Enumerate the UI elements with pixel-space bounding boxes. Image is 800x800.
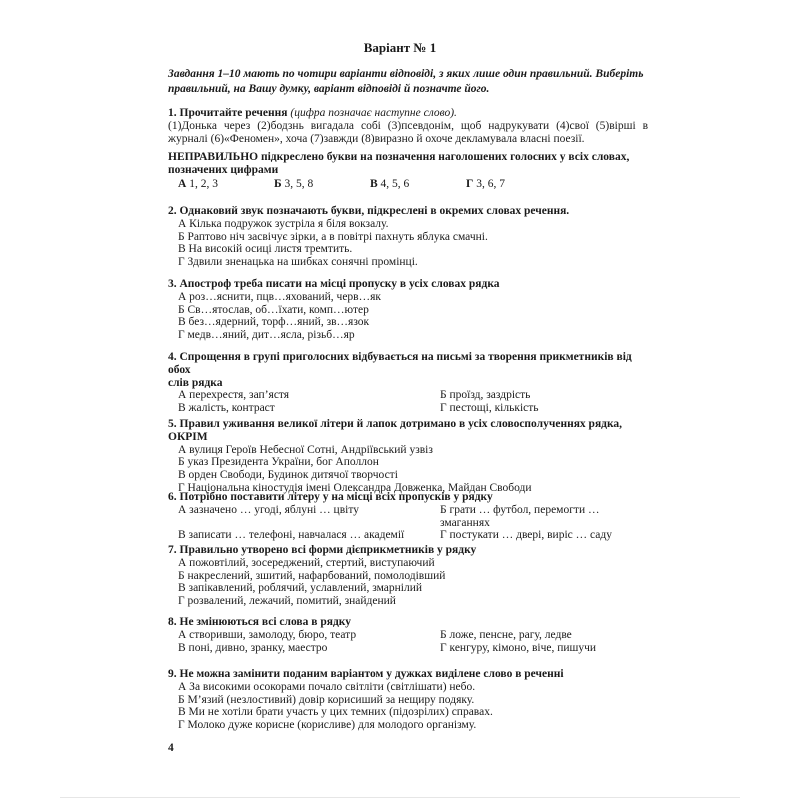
question-6-text: 6. Потрібно поставити літеру у на місці всіх пропусків у рядку [168, 491, 493, 503]
question-1 [168, 107, 648, 191]
question-8 [168, 616, 648, 654]
question-8-option-d: Г кенгуру, кімоно, віче, пишучи [440, 641, 597, 654]
question-4 [168, 351, 648, 415]
question-5-option-a: А вулиця Героїв Небесної Сотні, Андріївський узвіз [178, 443, 433, 456]
question-4-text-continued: слів рядка [168, 376, 223, 389]
question-4-option-d: Г пестощі, кількість [440, 402, 539, 415]
question-9-option-b: Б М’язий (незлостивий) довір корисиший за нещиру подяку. [178, 693, 475, 706]
instructions: Завдання 1–10 мають по чотири варіанти відповіді, з яких лише один правильний. Виберіть правильний, на Вашу думку, варіант відповіді й позначте його. [168, 68, 644, 95]
question-7 [168, 544, 648, 608]
question-3-text: 3. Апостроф треба писати на місці пропуску в усіх словах рядка [168, 278, 500, 290]
question-2-option-a: А Кілька подружок зустріла я біля вокзалу. [178, 217, 389, 230]
question-9-option-c: В Ми не хотіли брати участь у цих темних (підозрілих) справах. [178, 706, 493, 719]
page-edge-divider [60, 797, 740, 798]
question-7-text: 7. Правильно утворено всі форми дієприкметників у рядку [168, 544, 477, 556]
question-9-text: 9. Не можна замінити поданим варіантом у дужках виділене слово в реченні [168, 668, 564, 680]
question-9-option-a: А За високими осокорами почало світліти (світлішати) небо. [178, 680, 476, 693]
question-8-option-a: А створивши, замолоду, бюро, театр [178, 628, 357, 641]
question-2-option-d: Г Здвили зненацька на шибках сонячні промінці. [178, 256, 418, 269]
question-8-options-row-1 [168, 629, 648, 642]
question-6 [168, 491, 648, 542]
question-8-options-row-2 [168, 642, 648, 655]
question-3-option-b: Б Св…ятослав, об…їхати, комп…ютер [178, 303, 369, 316]
question-3-option-d: Г медв…яний, дит…ясла, різьб…яр [178, 329, 355, 342]
question-1-prompt: НЕПРАВИЛЬНО підкреслено букви на позначення наголошених голосних у всіх словах, позначених цифрами [168, 151, 630, 177]
question-3-option-c: В без…ядерний, торф…яний, зв…язок [178, 316, 370, 329]
question-9-option-d: Г Молоко дуже корисне (корисливе) для молодого організму. [178, 719, 477, 732]
question-1-option-b: Б 3, 5, 8 [274, 177, 314, 190]
question-1-note: (цифра позначає наступне слово). [290, 107, 457, 119]
question-7-option-a: А пожовтілий, зосереджений, стертий, виступаючий [178, 556, 435, 569]
question-3 [168, 278, 648, 342]
question-4-option-b: Б проїзд, заздрість [440, 389, 531, 402]
question-1-sentence: (1)Донька через (2)бодзнь вигадала собі (3)псевдонім, щоб надрукувати (4)свої (5)вірші в журналі (6)«Феномен», хоча (7)завжди (8)виразно й охоче декламувала власні поезії. [168, 119, 648, 145]
question-7-option-b: Б накреслений, зшитий, нафарбований, помолодівший [178, 569, 446, 582]
question-9 [168, 668, 648, 732]
question-1-option-c: В 4, 5, 6 [370, 177, 410, 190]
question-1-options [168, 178, 648, 191]
page-title: Варіант № 1 [363, 40, 437, 55]
question-2-option-b: Б Раптово ніч засвічує зірки, а в повітрі пахнуть яблука смачні. [178, 230, 488, 243]
question-6-option-d: Г постукати … двері, виріс … саду [440, 529, 612, 542]
question-4-options-row-1 [168, 389, 648, 402]
question-6-option-c: В записати … телефоні, навчалася … академії [178, 529, 405, 542]
question-6-option-b: Б грати … футбол, перемогти … змаганнях [440, 503, 600, 529]
question-8-text: 8. Не змінюються всі слова в рядку [168, 616, 352, 628]
page-number: 4 [168, 742, 174, 754]
question-7-option-c: В запікавлений, роблячий, уславлений, змарнілий [178, 582, 423, 595]
question-5-text: 5. Правил уживання великої літери й лапок дотримано в усіх словосполученнях рядка, ОКРІМ [168, 418, 623, 443]
question-6-options-row-1 [168, 504, 648, 530]
question-2 [168, 205, 648, 269]
question-8-option-b: Б ложе, пенсне, рагу, ледве [440, 628, 572, 641]
question-1-option-a: А 1, 2, 3 [178, 177, 218, 190]
question-6-options-row-2 [168, 529, 648, 542]
question-1-option-d: Г 3, 6, 7 [466, 177, 505, 190]
question-5-option-c: В орден Свободи, Будинок дитячої творчості [178, 469, 398, 482]
question-5 [168, 418, 648, 495]
question-4-options-row-2 [168, 402, 648, 415]
question-7-option-d: Г розвалений, лежачий, помитий, знайдений [178, 595, 396, 608]
question-3-option-a: А роз…яснити, пцв…яхований, черв…як [178, 290, 381, 303]
question-5-option-d: Г Національна кіностудія імені Олександра Довженка, Майдан Свободи [178, 481, 532, 494]
question-4-text: 4. Спрощення в групі приголосних відбувається на письмі за творення прикметників від обох [168, 351, 632, 376]
question-2-text: 2. Однаковий звук позначають букви, підкреслені в окремих словах речення. [168, 205, 570, 217]
question-6-option-a: А зазначено … угоді, яблуні … цвіту [178, 503, 359, 516]
question-8-option-c: В поні, дивно, зранку, маестро [178, 641, 328, 654]
question-4-option-c: В жалість, контраст [178, 402, 275, 415]
question-5-option-b: Б указ Президента України, бог Аполлон [178, 456, 379, 469]
question-4-option-a: А перехрестя, зап’ястя [178, 389, 290, 402]
question-1-text: 1. Прочитайте речення (цифра позначає наступне слово). [168, 107, 457, 119]
question-2-option-c: В На високій осиці листя тремтить. [178, 243, 353, 256]
